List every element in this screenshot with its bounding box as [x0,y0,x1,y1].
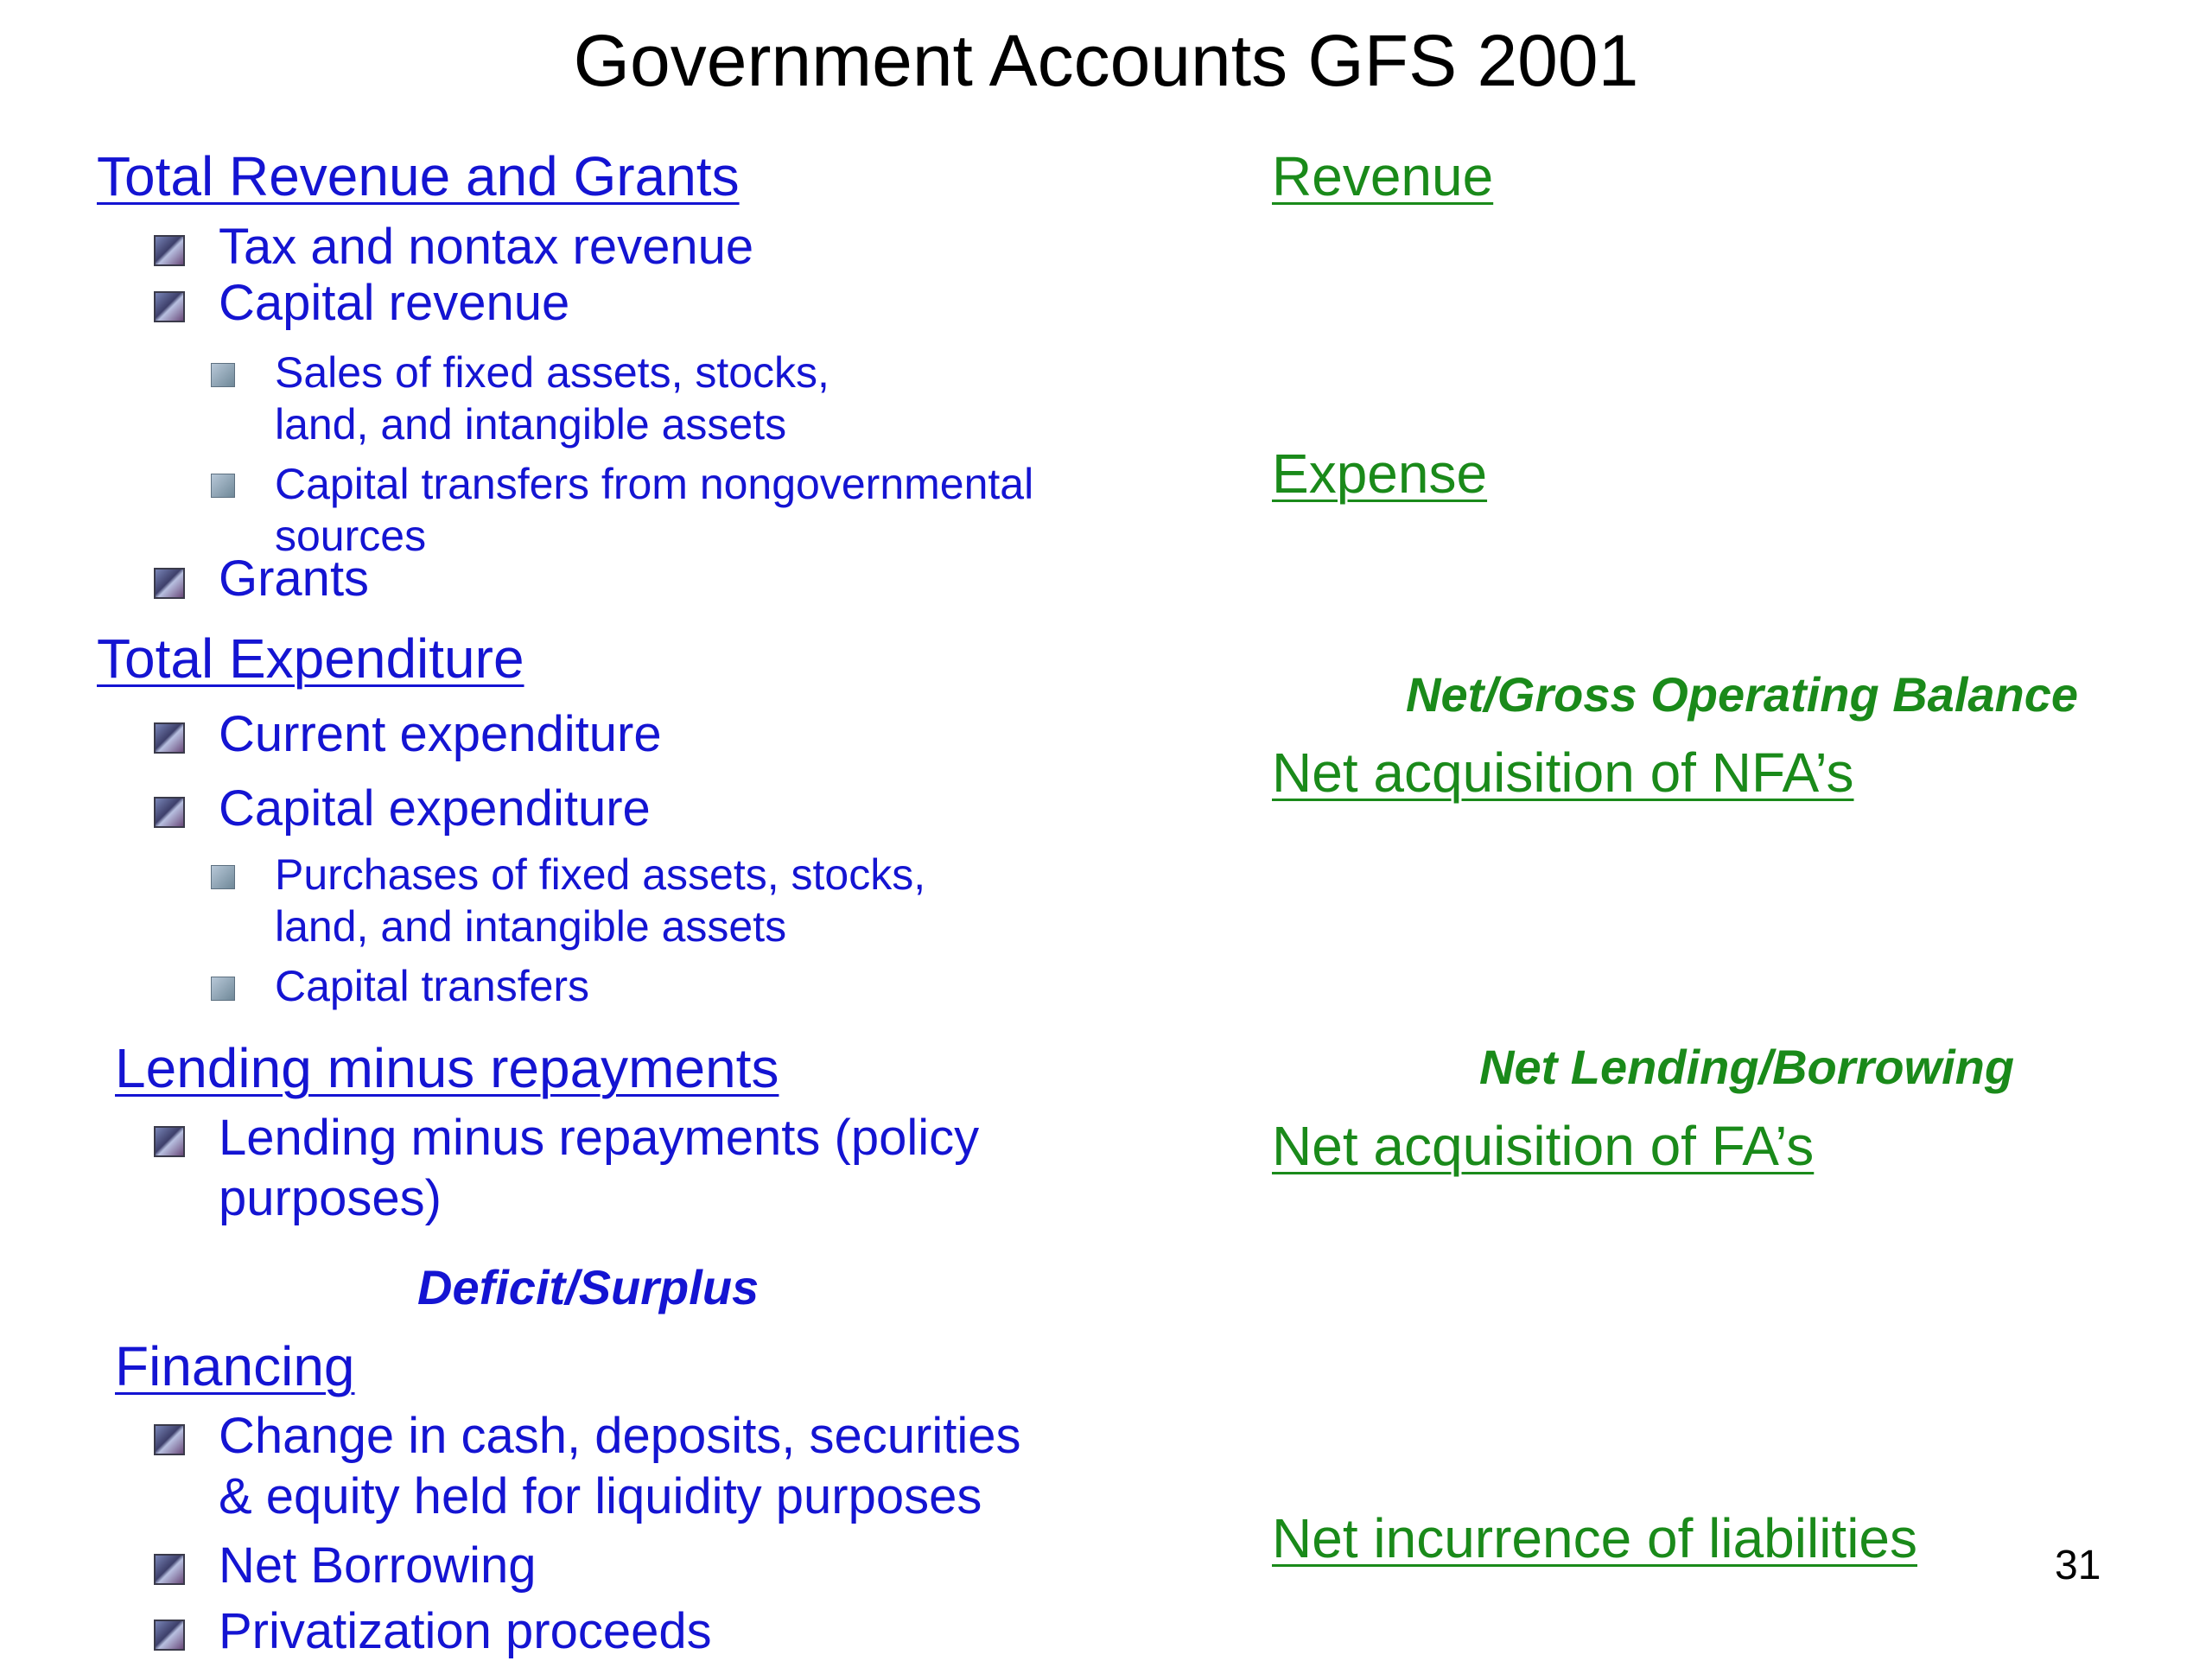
net-acquisition-nfa-heading[interactable]: Net acquisition of NFA’s [1272,741,1854,804]
total-revenue-heading[interactable]: Total Revenue and Grants [97,145,740,207]
list-item: Capital revenue [219,275,570,331]
square-bullet-icon [154,1424,185,1455]
square-bullet-icon [154,291,185,322]
page-number: 31 [2055,1543,2101,1588]
list-item: Grants [219,550,370,607]
sub-list-item: Capital transfers [275,962,590,1010]
sub-bullet-icon [211,977,235,1001]
net-lending-borrowing-label: Net Lending/Borrowing [1479,1040,2015,1094]
sub-bullet-icon [211,474,235,498]
lending-minus-repayments-heading[interactable]: Lending minus repayments [115,1037,779,1099]
list-item: & equity held for liquidity purposes [219,1468,982,1524]
sub-list-item: land, and intangible assets [275,400,787,449]
revenue-heading[interactable]: Revenue [1272,145,1494,207]
square-bullet-icon [154,1554,185,1585]
operating-balance-label: Net/Gross Operating Balance [1406,667,2079,722]
list-item: Capital expenditure [219,780,651,837]
list-item: Tax and nontax revenue [219,219,754,275]
list-item: purposes) [219,1170,442,1226]
square-bullet-icon [154,568,185,599]
sub-list-item: Purchases of fixed assets, stocks, [275,850,926,899]
financing-heading[interactable]: Financing [115,1335,355,1397]
list-item: Net Borrowing [219,1537,537,1594]
square-bullet-icon [154,1126,185,1157]
net-acquisition-fa-heading[interactable]: Net acquisition of FA’s [1272,1115,1815,1177]
expense-heading[interactable]: Expense [1272,442,1488,505]
page-title: Government Accounts GFS 2001 [573,20,1639,101]
square-bullet-icon [154,797,185,828]
square-bullet-icon [154,1620,185,1651]
sub-bullet-icon [211,865,235,889]
list-item: Lending minus repayments (policy [219,1110,980,1166]
square-bullet-icon [154,722,185,754]
net-incurrence-liabilities-heading[interactable]: Net incurrence of liabilities [1272,1507,1917,1569]
list-item: Current expenditure [219,706,662,762]
square-bullet-icon [154,235,185,266]
list-item: Privatization proceeds [219,1603,712,1659]
deficit-surplus-label: Deficit/Surplus [417,1260,760,1314]
sub-bullet-icon [211,363,235,387]
sub-list-item: Sales of fixed assets, stocks, [275,348,830,397]
sub-list-item: land, and intangible assets [275,902,787,951]
list-item: Change in cash, deposits, securities [219,1408,1021,1464]
sub-list-item: Capital transfers from nongovernmental [275,460,1034,508]
total-expenditure-heading[interactable]: Total Expenditure [97,627,524,690]
sub-list-item: sources [275,512,427,560]
